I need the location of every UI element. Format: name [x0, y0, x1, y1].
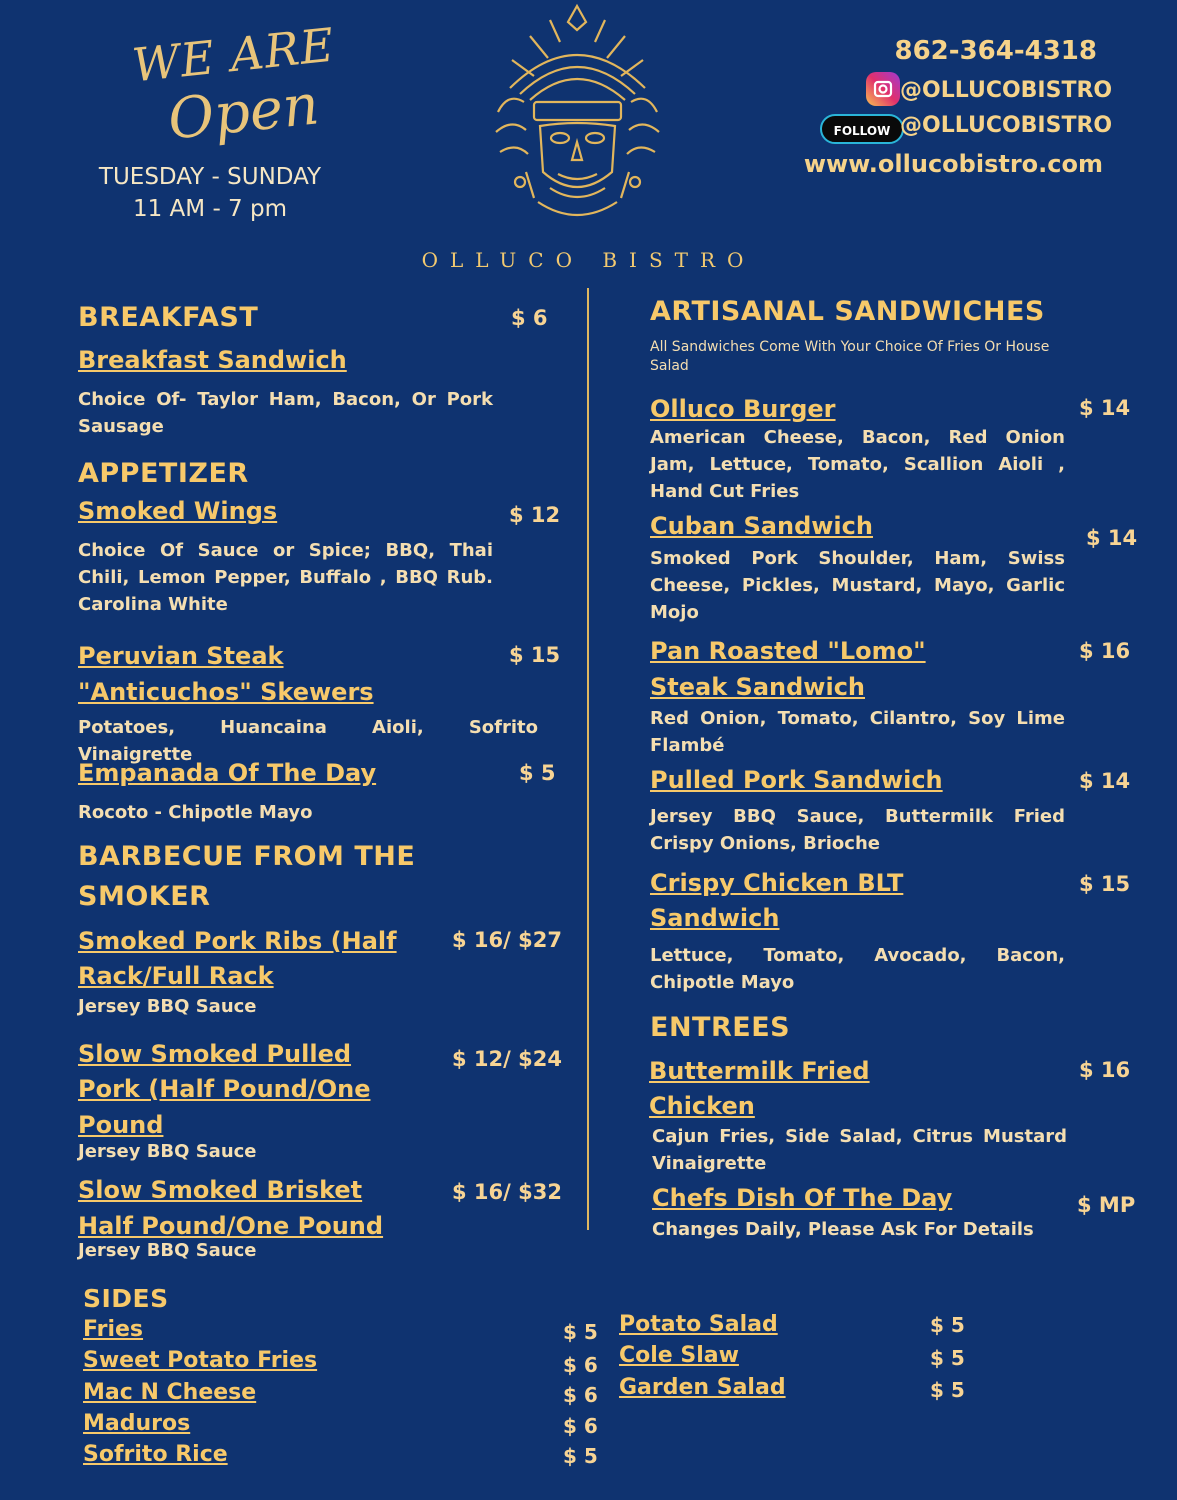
open-hours: 11 AM - 7 pm — [132, 196, 288, 222]
olluco-burger-price: $ 14 — [1079, 396, 1131, 420]
lomo-price: $ 16 — [1079, 639, 1131, 663]
side-potato-salad[interactable]: Potato Salad — [619, 1312, 778, 1337]
item-breakfast-sandwich[interactable]: Breakfast Sandwich — [78, 346, 347, 374]
peruvian-steak-price: $ 15 — [509, 643, 561, 667]
chefs-dish-desc: Changes Daily, Please Ask For Details — [652, 1219, 1034, 1240]
fried-chicken-desc: Cajun Fries, Side Salad, Citrus Mustard Vinaigrette — [652, 1126, 1067, 1174]
website-link[interactable]: www.ollucobistro.com — [803, 150, 1103, 178]
pork-ribs-desc: Jersey BBQ Sauce — [78, 996, 257, 1017]
side-sofrito-rice[interactable]: Sofrito Rice — [83, 1442, 228, 1467]
chicken-blt-desc: Lettuce, Tomato, Avocado, Bacon, Chipotle Mayo — [650, 945, 1065, 993]
item-chicken-blt[interactable]: Crispy Chicken BLT — [650, 869, 904, 897]
pulled-pork-desc: Jersey BBQ Sauce — [78, 1141, 257, 1162]
column-divider — [587, 288, 589, 1230]
side-mac-n-cheese[interactable]: Mac N Cheese — [83, 1380, 257, 1405]
side-garden-salad-price: $ 5 — [930, 1378, 965, 1402]
olluco-burger-desc: American Cheese, Bacon, Red Onion Jam, Lettuce, Tomato, Scallion Aioli , Hand Cut Fries — [650, 427, 1065, 502]
item-empanada[interactable]: Empanada Of The Day — [78, 759, 377, 787]
side-sweet-potato-fries-price: $ 6 — [563, 1353, 598, 1377]
empanada-desc: Rocoto - Chipotle Mayo — [78, 802, 313, 823]
open-text: Open — [165, 72, 322, 153]
side-garden-salad[interactable]: Garden Salad — [619, 1375, 786, 1400]
we-are-text: WE ARE — [129, 17, 338, 93]
item-cuban-sandwich[interactable]: Cuban Sandwich — [650, 512, 873, 540]
item-fried-chicken[interactable]: Buttermilk Fried — [649, 1057, 870, 1085]
item-chicken-blt-line2[interactable]: Sandwich — [650, 904, 780, 932]
item-pulled-pork[interactable]: Slow Smoked Pulled — [78, 1040, 352, 1068]
section-bbq-line2: SMOKER — [78, 881, 211, 912]
peruvian-steak-desc: Potatoes, Huancaina Aioli, Sofrito Vinaigrette — [78, 717, 538, 765]
item-brisket-line2[interactable]: Half Pound/One Pound — [78, 1212, 384, 1240]
phone-number[interactable]: 862-364-4318 — [894, 36, 1097, 66]
brisket-desc: Jersey BBQ Sauce — [78, 1240, 257, 1261]
smoked-wings-price: $ 12 — [509, 503, 561, 527]
pulled-pork-sandwich-desc: Jersey BBQ Sauce, Buttermilk Fried Crispy Onions, Brioche — [650, 806, 1065, 854]
item-pulled-pork-line2[interactable]: Pork (Half Pound/One — [78, 1075, 371, 1103]
side-fries[interactable]: Fries — [83, 1317, 144, 1342]
item-lomo-line2[interactable]: Steak Sandwich — [650, 673, 866, 701]
item-pork-ribs[interactable]: Smoked Pork Ribs (Half — [78, 927, 397, 955]
side-maduros-price: $ 6 — [563, 1414, 598, 1438]
side-sweet-potato-fries[interactable]: Sweet Potato Fries — [83, 1348, 318, 1373]
aztec-mask-logo-icon — [490, 2, 665, 224]
follow-button[interactable]: FOLLOW — [820, 114, 904, 144]
follow-handle[interactable]: @OLLUCOBISTRO — [900, 113, 1113, 138]
lomo-desc: Red Onion, Tomato, Cilantro, Soy Lime Flambé — [650, 708, 1065, 756]
pulled-pork-price: $ 12/ $24 — [452, 1047, 562, 1071]
empanada-price: $ 5 — [519, 761, 556, 785]
section-breakfast: BREAKFAST — [78, 302, 259, 333]
item-smoked-wings[interactable]: Smoked Wings — [78, 497, 278, 525]
instagram-handle[interactable]: @OLLUCOBISTRO — [900, 78, 1113, 103]
section-sandwiches: ARTISANAL SANDWICHES — [650, 296, 1045, 327]
section-sides: SIDES — [83, 1284, 169, 1313]
fried-chicken-price: $ 16 — [1079, 1058, 1131, 1082]
sandwiches-note: All Sandwiches Come With Your Choice Of Fries Or House Salad — [650, 339, 1050, 374]
pulled-pork-sandwich-price: $ 14 — [1079, 769, 1131, 793]
side-fries-price: $ 5 — [563, 1320, 598, 1344]
brand-name: OLLUCO BISTRO — [421, 248, 756, 272]
item-pulled-pork-line3[interactable]: Pound — [78, 1111, 164, 1139]
side-sofrito-rice-price: $ 5 — [563, 1444, 598, 1468]
item-fried-chicken-line2[interactable]: Chicken — [649, 1092, 755, 1120]
open-days: TUESDAY - SUNDAY — [98, 164, 322, 190]
item-brisket[interactable]: Slow Smoked Brisket — [78, 1176, 363, 1204]
item-peruvian-steak[interactable]: Peruvian Steak — [78, 642, 284, 670]
side-cole-slaw-price: $ 5 — [930, 1346, 965, 1370]
item-pork-ribs-line2[interactable]: Rack/Full Rack — [78, 962, 274, 990]
section-bbq-line1: BARBECUE FROM THE — [78, 841, 416, 872]
section-appetizer: APPETIZER — [78, 458, 249, 489]
item-anticuchos-skewers[interactable]: "Anticuchos" Skewers — [78, 678, 374, 706]
chicken-blt-price: $ 15 — [1079, 872, 1131, 896]
side-maduros[interactable]: Maduros — [83, 1411, 191, 1436]
pork-ribs-price: $ 16/ $27 — [452, 928, 562, 952]
breakfast-price: $ 6 — [511, 306, 548, 330]
smoked-wings-desc: Choice Of Sauce or Spice; BBQ, Thai Chili, Lemon Pepper, Buffalo , BBQ Rub. Carolina White — [78, 540, 493, 615]
item-lomo[interactable]: Pan Roasted "Lomo" — [650, 637, 926, 665]
item-olluco-burger[interactable]: Olluco Burger — [650, 395, 836, 423]
cuban-sandwich-price: $ 14 — [1086, 526, 1138, 550]
section-entrees: ENTREES — [650, 1012, 791, 1043]
cuban-sandwich-desc: Smoked Pork Shoulder, Ham, Swiss Cheese, Pickles, Mustard, Mayo, Garlic Mojo — [650, 548, 1065, 623]
chefs-dish-price: $ MP — [1077, 1193, 1136, 1217]
item-pulled-pork-sandwich[interactable]: Pulled Pork Sandwich — [650, 766, 943, 794]
item-chefs-dish[interactable]: Chefs Dish Of The Day — [652, 1184, 953, 1212]
instagram-icon[interactable] — [866, 72, 900, 106]
brisket-price: $ 16/ $32 — [452, 1180, 562, 1204]
breakfast-sandwich-desc: Choice Of- Taylor Ham, Bacon, Or Pork Sausage — [78, 389, 493, 437]
side-cole-slaw[interactable]: Cole Slaw — [619, 1343, 739, 1368]
side-potato-salad-price: $ 5 — [930, 1313, 965, 1337]
side-mac-n-cheese-price: $ 6 — [563, 1383, 598, 1407]
